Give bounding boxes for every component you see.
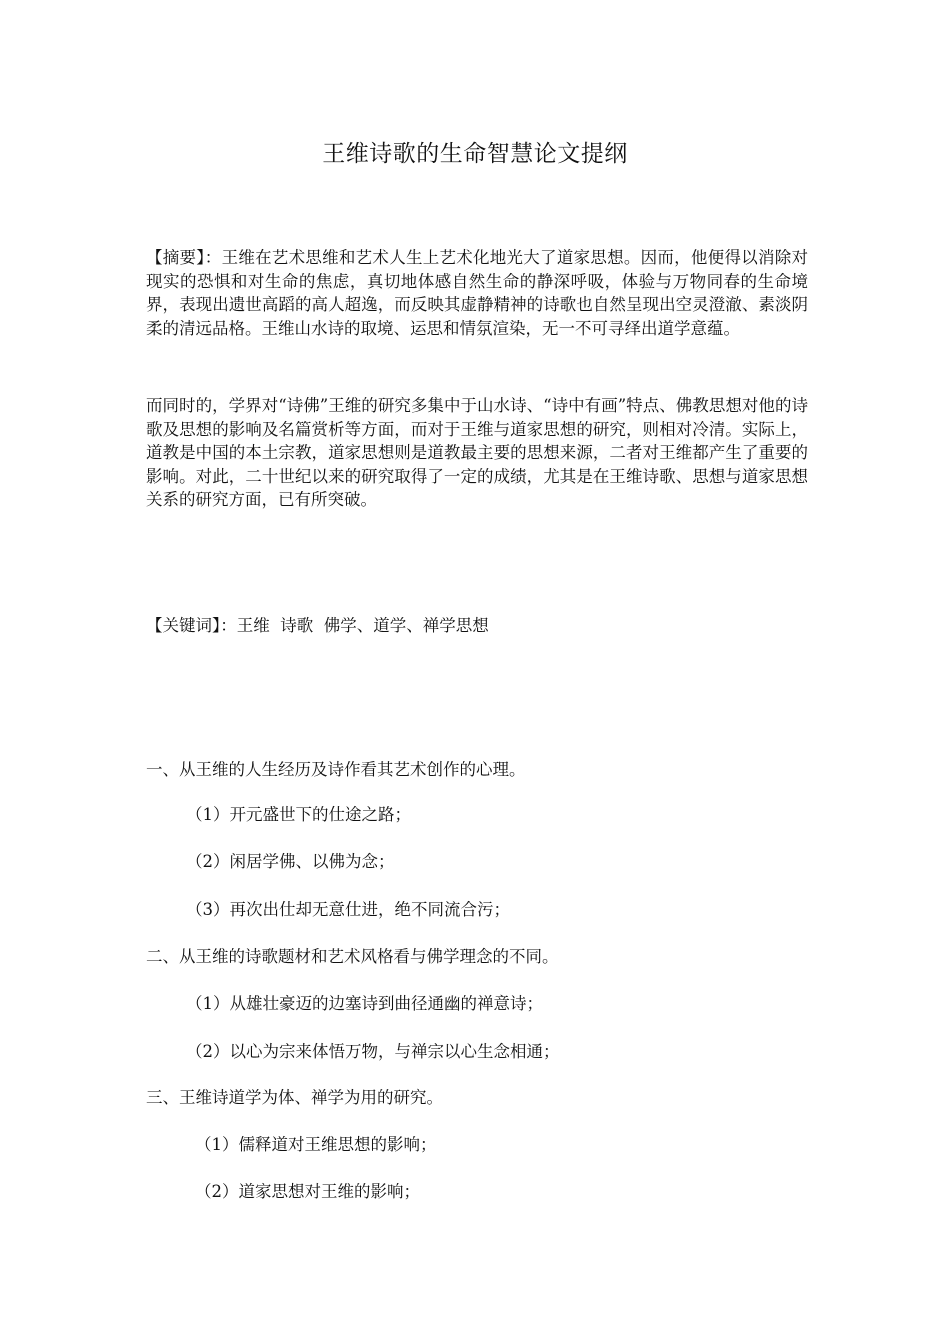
keywords-line: 【关键词】：王维 诗歌 佛学、道学、禅学思想 (146, 616, 489, 635)
outline-item-3-1: （1）儒释道对王维思想的影响； (195, 1135, 437, 1154)
outline-item-2-2: （2）以心为宗来体悟万物，与禅宗以心生念相通； (186, 1042, 560, 1061)
outline-item-3-2: （2）道家思想对王维的影响； (195, 1182, 420, 1201)
abstract-paragraph: 【摘要】：王维在艺术思维和艺术人生上艺术化地光大了道家思想。因而，他便得以消除对现实的恐惧和对生命的焦虑，真切地体感自然生命的静深呼吸，体验与万物同春的生命境界，表现出遗世高蹈的高人超逸，而反映其虚静精神的诗歌也自然呈现出空灵澄澈、素淡阴柔的清远品格。王维山水诗的取境、运思和情氛渲染，无一不可寻绎出道学意蕴。 (146, 248, 808, 338)
outline-item-1-2: （2）闲居学佛、以佛为念； (186, 852, 395, 871)
outline-item-1-1: （1）开元盛世下的仕途之路； (186, 805, 411, 824)
outline-heading-1: 一、从王维的人生经历及诗作看其艺术创作的心理。 (146, 760, 526, 779)
outline-heading-3: 三、王维诗道学为体、禅学为用的研究。 (146, 1088, 443, 1107)
body-paragraph: 而同时的，学界对“诗佛”王维的研究多集中于山水诗、“诗中有画”特点、佛教思想对他的诗歌及思想的影响及名篇赏析等方面，而对于王维与道家思想的研究，则相对冷清。实际上，道教是中国的本土宗教，道家思想则是道教最主要的思想来源，二者对王维都产生了重要的影响。对此，二十世纪以来的研究取得了一定的成绩，尤其是在王维诗歌、思想与道家思想关系的研究方面，已有所突破。 (146, 396, 808, 509)
outline-item-2-1: （1）从雄壮豪迈的边塞诗到曲径通幽的禅意诗； (186, 994, 543, 1013)
outline-heading-2: 二、从王维的诗歌题材和艺术风格看与佛学理念的不同。 (146, 947, 559, 966)
document-title: 王维诗歌的生命智慧论文提纲 (322, 141, 628, 167)
outline-item-1-3: （3）再次出仕却无意仕进，绝不同流合污； (186, 900, 510, 919)
